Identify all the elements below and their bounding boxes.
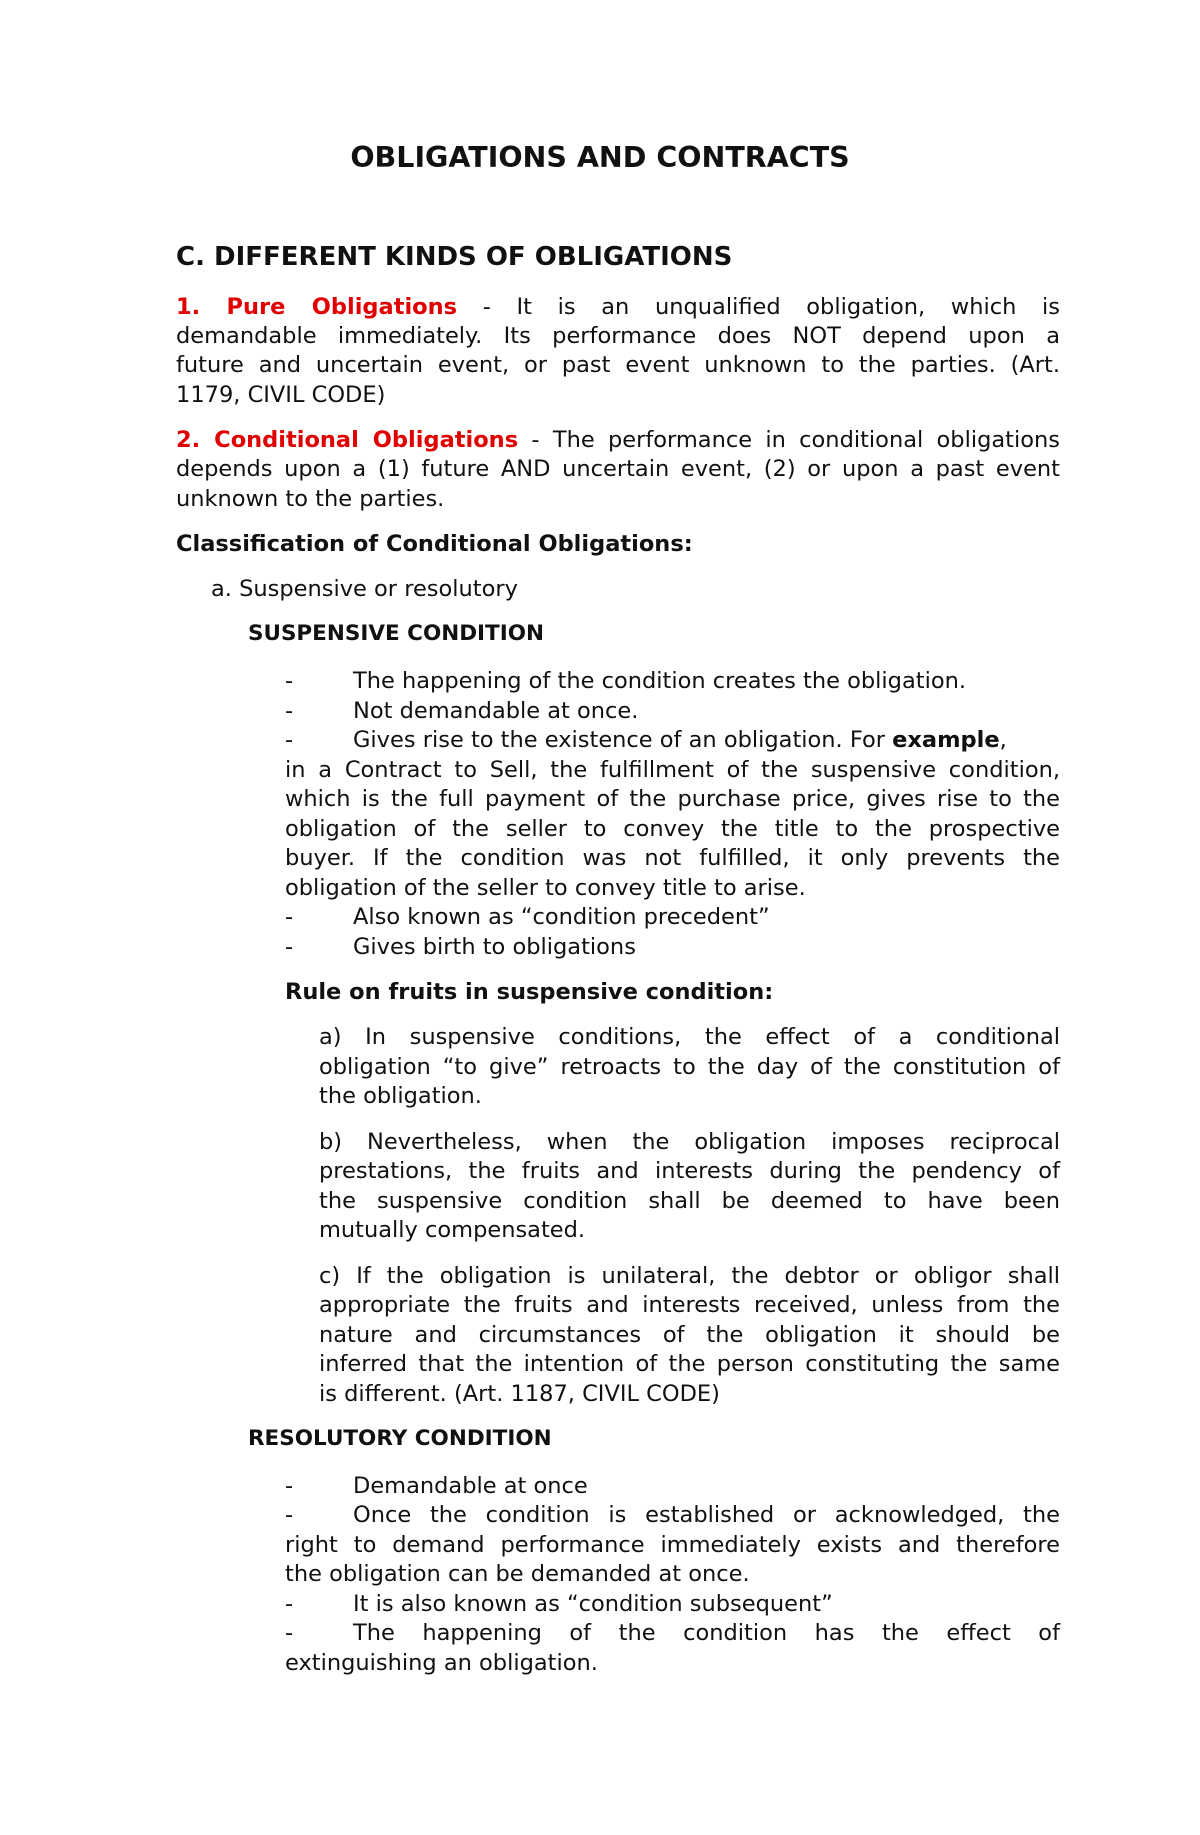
fruits-rule-c-line-4: inferred that the intention of the person constituting the same <box>319 1351 1060 1377</box>
fruits-rule-heading: Rule on fruits in suspensive condition: <box>285 979 774 1005</box>
resolutory-bullet-3: It is also known as “condition subsequent” <box>353 1591 833 1617</box>
fruits-rule-b-line-2: prestations, the fruits and interests during the pendency of <box>319 1158 1060 1184</box>
fruits-rule-a-line-1: a) In suspensive conditions, the effect of a conditional <box>319 1024 1060 1050</box>
resolutory-bullet-4-line-2: extinguishing an obligation. <box>285 1650 598 1676</box>
conditional-obligations-line-1: 2. Conditional Obligations - The performance in conditional obligations <box>176 427 1060 453</box>
bullet-dash: - <box>285 698 294 724</box>
fruits-rule-b-line-1: b) Nevertheless, when the obligation imposes reciprocal <box>319 1129 1060 1155</box>
fruits-rule-b-line-4: mutually compensated. <box>319 1217 586 1243</box>
fruits-rule-c-line-1: c) If the obligation is unilateral, the debtor or obligor shall <box>319 1263 1060 1289</box>
document-title: OBLIGATIONS AND CONTRACTS <box>350 141 850 174</box>
resolutory-bullet-1: Demandable at once <box>353 1473 588 1499</box>
pure-obligations-line-4: 1179, CIVIL CODE) <box>176 382 386 408</box>
bullet-dash: - <box>285 1473 294 1499</box>
suspensive-bullet-1: The happening of the condition creates the obligation. <box>353 668 967 694</box>
section-heading: C. DIFFERENT KINDS OF OBLIGATIONS <box>176 242 733 272</box>
conditional-obligations-label: 2. Conditional Obligations <box>176 427 519 453</box>
pure-obligations-line-2: demandable immediately. Its performance does NOT depend upon a <box>176 323 1060 349</box>
resolutory-bullet-2-line-3: the obligation can be demanded at once. <box>285 1561 750 1587</box>
bullet-dash: - <box>285 1591 294 1617</box>
conditional-obligations-line-3: unknown to the parties. <box>176 486 445 512</box>
resolutory-condition-heading: RESOLUTORY CONDITION <box>248 1426 552 1451</box>
bullet-dash: - <box>285 904 294 930</box>
suspensive-bullet-3-line-4: obligation of the seller to convey the title to the prospective <box>285 816 1060 842</box>
fruits-rule-b-line-3: the suspensive condition shall be deemed to have been <box>319 1188 1060 1214</box>
suspensive-condition-heading: SUSPENSIVE CONDITION <box>248 621 544 646</box>
suspensive-bullet-3-line-6: obligation of the seller to convey title to arise. <box>285 875 806 901</box>
pure-obligations-line-3: future and uncertain event, or past event unknown to the parties. (Art. <box>176 352 1060 378</box>
suspensive-bullet-3-line-3: which is the full payment of the purchase price, gives rise to the <box>285 786 1060 812</box>
resolutory-bullet-2-line-2: right to demand performance immediately exists and therefore <box>285 1532 1060 1558</box>
suspensive-bullet-4: Also known as “condition precedent” <box>353 904 770 930</box>
fruits-rule-c-line-2: appropriate the fruits and interests received, unless from the <box>319 1292 1060 1318</box>
bullet-dash: - <box>285 1502 294 1528</box>
bullet-dash: - <box>285 727 294 753</box>
pure-obligations-label: 1. Pure Obligations <box>176 294 458 320</box>
resolutory-bullet-4-line-1: The happening of the condition has the effect of <box>353 1620 1060 1646</box>
conditional-obligations-line-2: depends upon a (1) future AND uncertain event, (2) or upon a past event <box>176 456 1060 482</box>
resolutory-bullet-2-line-1: Once the condition is established or acknowledged, the <box>353 1502 1060 1528</box>
bullet-dash: - <box>285 668 294 694</box>
fruits-rule-c-line-3: nature and circumstances of the obligation it should be <box>319 1322 1060 1348</box>
fruits-rule-a-line-2: obligation “to give” retroacts to the day of the constitution of <box>319 1054 1060 1080</box>
classification-item-a: a. Suspensive or resolutory <box>211 576 518 602</box>
fruits-rule-a-line-3: the obligation. <box>319 1083 482 1109</box>
classification-heading: Classification of Conditional Obligations: <box>176 531 693 557</box>
suspensive-bullet-3-line-2: in a Contract to Sell, the fulfillment of the suspensive condition, <box>285 757 1060 783</box>
fruits-rule-c-line-5: is different. (Art. 1187, CIVIL CODE) <box>319 1381 720 1407</box>
suspensive-bullet-5: Gives birth to obligations <box>353 934 636 960</box>
example-emphasis: example <box>892 727 1000 753</box>
suspensive-bullet-3-line-5: buyer. If the condition was not fulfilled, it only prevents the <box>285 845 1060 871</box>
suspensive-bullet-3-line-1: Gives rise to the existence of an obligation. For example, <box>353 727 1007 753</box>
suspensive-bullet-2: Not demandable at once. <box>353 698 639 724</box>
pure-obligations-line-1: 1. Pure Obligations - It is an unqualified obligation, which is <box>176 294 1060 320</box>
bullet-dash: - <box>285 1620 294 1646</box>
bullet-dash: - <box>285 934 294 960</box>
